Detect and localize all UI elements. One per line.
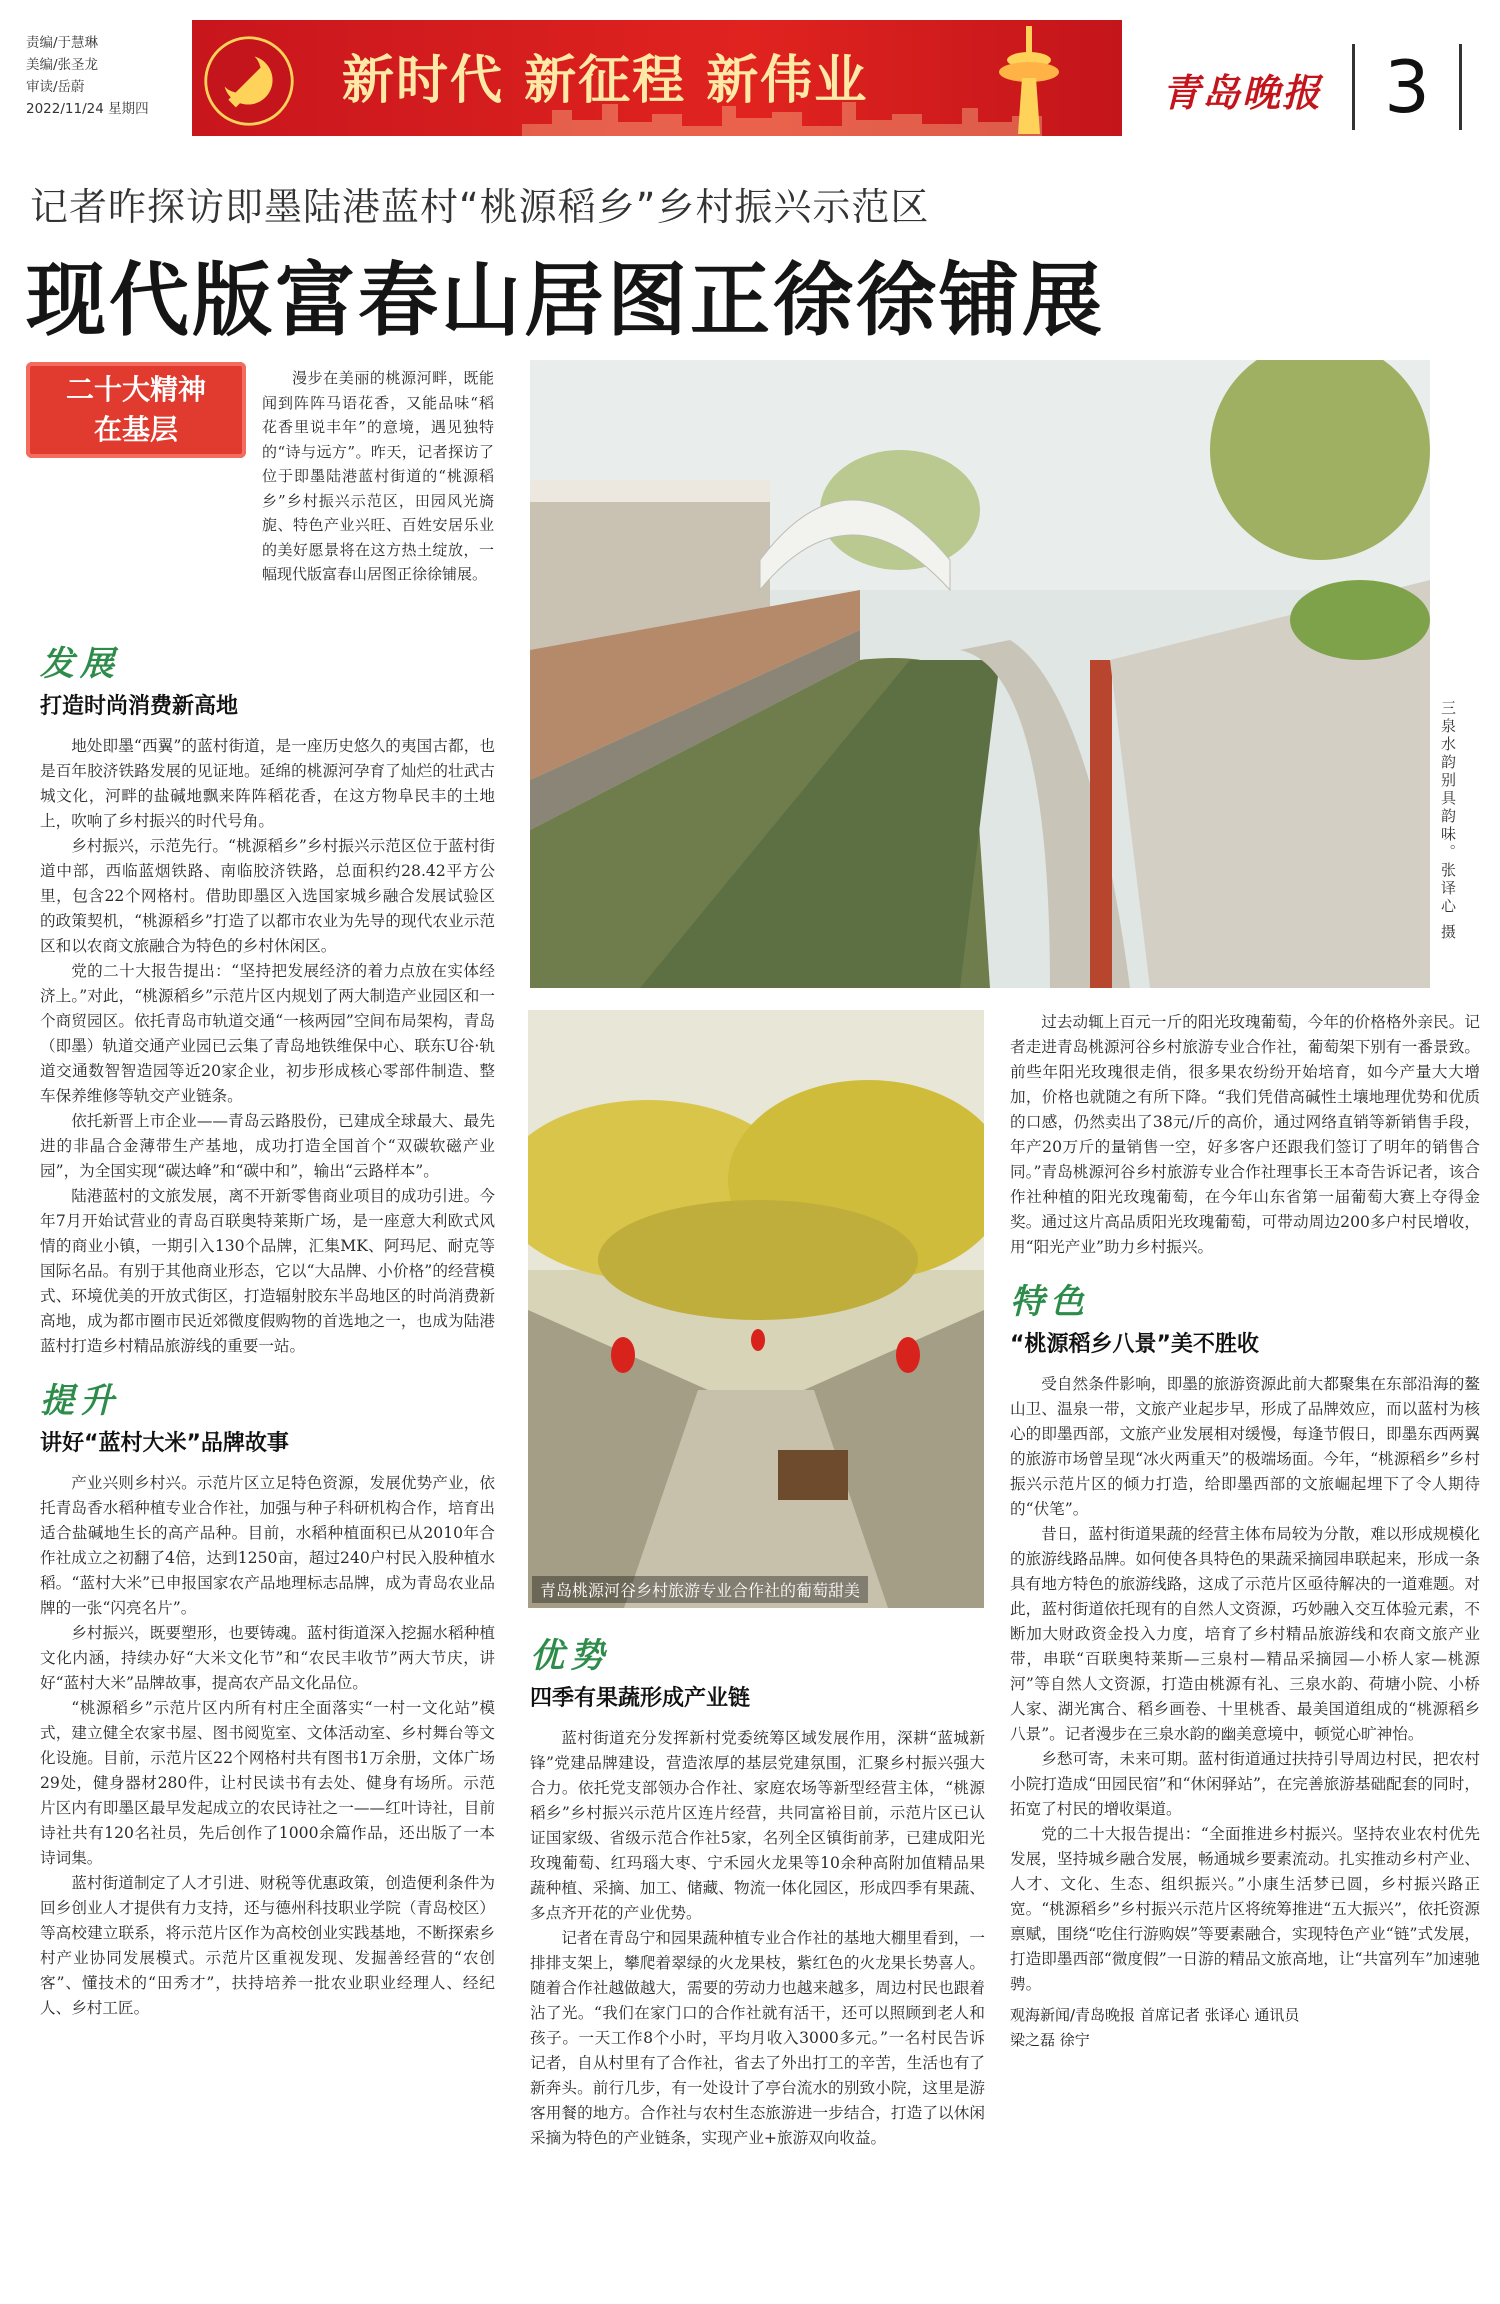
photo2-caption: 青岛桃源河谷乡村旅游专业合作社的葡萄甜美 xyxy=(532,1576,868,1603)
right-column xyxy=(1010,1010,1480,2053)
paragraph: 乡愁可寄，未来可期。蓝村街道通过扶持引导周边村民，把农村小院打造成“田园民宿”和“休闲驿站”，在完善旅游基础配套的同时，拓宽了村民的增收渠道。 xyxy=(1010,1750,1480,1818)
photo-grape-trellis xyxy=(528,1010,984,1608)
article-subtitle: 记者昨探访即墨陆港蓝村“桃源稻乡”乡村振兴示范区 xyxy=(30,185,930,229)
paragraph: 受自然条件影响，即墨的旅游资源此前大都聚集在东部沿海的鳌山卫、温泉一带，文旅产业起步早，形成了品牌效应，而以蓝村为核心的即墨西部，文旅产业发展相对缓慢，每逢节假日，即墨东西两翼的旅游市场曾呈现“冰火两重天”的极端场面。今年，“桃源稻乡”乡村振兴示范片区的倾力打造，给即墨西部的文旅崛起埋下了令人期待的“伏笔”。 xyxy=(1010,1375,1480,1518)
section2-subheading: 讲好“蓝村大米”品牌故事 xyxy=(40,1431,289,1456)
paragraph: 党的二十大报告提出：“坚持把发展经济的着力点放在实体经济上。”对此，“桃源稻乡”示范片区内规划了两大制造产业园区和一个商贸园区。依托青岛市轨道交通“一核两园”空间布局架构，青岛（即墨）轨道交通产业园已云集了青岛地铁维保中心、联东U谷·轨道交通数智智造园等近20家企业，初步形成核心零部件制造、整车保养维修等轨交产业链条。 xyxy=(40,962,495,1105)
middle-column xyxy=(530,1628,985,2151)
page-number: 3 xyxy=(1352,44,1462,130)
paragraph: 产业兴则乡村兴。示范片区立足特色资源，发展优势产业，依托青岛香水稻种植专业合作社，加强与种子科研机构合作，培育出适合盐碱地生长的高产品种。目前，水稻种植面积已从2010年合作社成立之初翻了4倍，达到1250亩，超过240户村民入股种植水稻。“蓝村大米”已申报国家农产品地理标志品牌，成为青岛农业品牌的一张“闪亮名片”。 xyxy=(40,1474,495,1617)
paragraph: 记者在青岛宁和园果蔬种植专业合作社的基地大棚里看到，一排排支架上，攀爬着翠绿的火龙果枝，紫红色的火龙果长势喜人。随着合作社越做越大，需要的劳动力也越来越多，周边村民也跟着沾了光。“我们在家门口的合作社就有活干，还可以照顾到老人和孩子。一天工作8个小时，平均月收入3000多元。”一名村民告诉记者，自从村里有了合作社，省去了外出打工的辛苦，生活也有了新奔头。前行几步，有一处设计了亭台流水的别致小院，这里是游客用餐的地方。合作社与农村生态旅游进一步结合，打造了以休闲采摘为特色的产业链条，实现产业+旅游双向收益。 xyxy=(530,1929,985,2147)
masthead-meta xyxy=(26,32,149,120)
section4-body xyxy=(1010,1372,1480,1997)
byline-line-2: 梁之磊 徐宁 xyxy=(1010,2031,1090,2049)
section1-body xyxy=(40,734,495,1359)
paragraph: 蓝村街道充分发挥新村党委统筹区域发展作用，深耕“蓝城新锋”党建品牌建设，营造浓厚的基层党建氛围，汇聚乡村振兴强大合力。依托党支部领办合作社、家庭农场等新型经营主体，“桃源稻乡”乡村振兴示范片区连片经营，共同富裕目前，示范片区已认证国家级、省级示范合作社5家，名列全区镇街前茅，已建成阳光玫瑰葡萄、红玛瑙大枣、宁禾园火龙果等10余种高附加值精品果蔬种植、采摘、加工、储藏、物流一体化园区，形成四季有果蔬、多点齐开花的产业优势。 xyxy=(530,1729,985,1922)
slogan-banner xyxy=(192,20,1122,136)
section3-heading: 优势 xyxy=(530,1636,610,1676)
paragraph: 地处即墨“西翼”的蓝村街道，是一座历史悠久的夷国古都，也是百年胶济铁路发展的见证地。延绵的桃源河孕育了灿烂的壮武古城文化，河畔的盐碱地飘来阵阵稻花香，在这方物阜民丰的土地上，吹响了乡村振兴的时代号角。 xyxy=(40,737,495,830)
byline xyxy=(1010,2003,1480,2053)
paragraph: 依托新晋上市企业——青岛云路股份，已建成全球最大、最先进的非晶合金薄带生产基地，成功打造全国首个“双碳软磁产业园”，为全国实现“碳达峰”和“碳中和”，输出“云路样本”。 xyxy=(40,1112,495,1180)
paragraph: “桃源稻乡”示范片区内所有村庄全面落实“一村一文化站”模式，建立健全农家书屋、图书阅览室、文体活动室、乡村舞台等文化设施。目前，示范片区22个网格村共有图书1万余册，文体广场29处，健身器材280件，让村民读书有去处、健身有场所。示范片区内有即墨区最早发起成立的农民诗社之一——红叶诗社，目前诗社共有120名社员，先后创作了1000余篇作品，还出版了一本诗词集。 xyxy=(40,1699,495,1867)
party-emblem-icon xyxy=(202,34,296,128)
badge-line-1: 二十大精神 xyxy=(65,373,206,406)
section1-subheading: 打造时尚消费新高地 xyxy=(40,694,239,719)
section2-body xyxy=(40,1471,495,2021)
photo-canal-bridge xyxy=(530,360,1430,988)
lead-text: 漫步在美丽的桃源河畔，既能闻到阵阵马语花香，又能品味“稻花香里说丰年”的意境，遇见独特的“诗与远方”。昨天，记者探访了位于即墨陆港蓝村街道的“桃源稻乡”乡村振兴示范区，田园风光旖旎、特色产业兴旺、百姓安居乐业的美好愿景将在这方热土绽放，一幅现代版富春山居图正徐徐铺展。 xyxy=(262,369,494,583)
badge-line-2: 在基层 xyxy=(93,413,178,446)
section3-subheading: 四季有果蔬形成产业链 xyxy=(530,1686,751,1711)
paragraph: 昔日，蓝村街道果蔬的经营主体布局较为分散，难以形成规模化的旅游线路品牌。如何使各具特色的果蔬采摘园串联起来，形成一条具有地方特色的旅游线路，这成了示范片区亟待解决的一道难题。对此，蓝村街道依托现有的自然人文资源，巧妙融入交互体验元素，不断加大财政资金投入力度，培育了乡村精品旅游线和农商文旅产业带，串联“百联奥特莱斯—三泉村—精品采摘园—小桥人家—桃源河”等自然人文资源，打造由桃源有礼、三泉水韵、荷塘小院、小桥人家、湖光寓合、稻乡画卷、十里桃香、最美国道组成的“桃源稻乡八景”。记者漫步在三泉水韵的幽美意境中，顿觉心旷神怡。 xyxy=(1010,1525,1480,1743)
lead-paragraph xyxy=(262,366,494,587)
designer-credit: 美编/张圣龙 xyxy=(26,57,99,73)
byline-line-1: 观海新闻/青岛晚报 首席记者 张译心 通讯员 xyxy=(1010,2006,1300,2024)
paragraph: 过去动辄上百元一斤的阳光玫瑰葡萄，今年的价格格外亲民。记者走进青岛桃源河谷乡村旅游专业合作社，葡萄架下别有一番景致。前些年阳光玫瑰很走俏，很多果农纷纷开始培育，如今产量大大增加，价格也就随之有所下降。“我们凭借高碱性土壤地理优势和优质的口感，仍然卖出了38元/斤的高价，通过网络直销等新销售手段，年产20万斤的量销售一空，好多客户还跟我们签订了明年的销售合同。”青岛桃源河谷乡村旅游专业合作社理事长王本奇告诉记者，该合作社种植的阳光玫瑰葡萄，在今年山东省第一届葡萄大赛上夺得金奖。通过这片高品质阳光玫瑰葡萄，可带动周边200多户村民增收，用“阳光产业”助力乡村振兴。 xyxy=(1010,1013,1480,1256)
section4-heading: 特色 xyxy=(1010,1282,1090,1322)
section2-heading: 提升 xyxy=(40,1381,120,1421)
section3-continued xyxy=(1010,1010,1480,1260)
paragraph: 乡村振兴，既要塑形，也要铸魂。蓝村街道深入挖掘水稻种植文化内涵，持续办好“大米文化节”和“农民丰收节”两大节庆，讲好“蓝村大米”品牌故事，提高农产品文化品位。 xyxy=(40,1624,495,1692)
reviewer-credit: 审读/岳蔚 xyxy=(26,79,85,95)
paragraph: 蓝村街道制定了人才引进、财税等优惠政策，创造便利条件为回乡创业人才提供有力支持，还与德州科技职业学院（青岛校区）等高校建立联系，将示范片区作为高校创业实践基地，不断探索乡村产业协同发展模式。示范片区重视发现、发掘善经营的“农创客”、懂技术的“田秀才”，扶持培养一批农业职业经理人、经纪人、乡村工匠。 xyxy=(40,1874,495,2017)
paper-logo: 青岛晚报 xyxy=(1162,70,1323,115)
article-headline: 现代版富春山居图正徐徐铺展 xyxy=(26,254,1105,347)
photo1-caption: 三泉水韵别具韵味。张译心 摄 xyxy=(1439,700,1457,942)
column-badge xyxy=(26,362,246,458)
canal-bridge-photo-icon xyxy=(530,360,1430,988)
editor-credit: 责编/于慧琳 xyxy=(26,35,99,51)
paragraph: 乡村振兴，示范先行。“桃源稻乡”乡村振兴示范区位于蓝村街道中部，西临蓝烟铁路、南临胶济铁路，总面积约28.42平方公里，包含22个网格村。借助即墨区入选国家城乡融合发展试验区的政策契机，“桃源稻乡”打造了以都市农业为先导的现代农业示范区和以农商文旅融合为特色的乡村休闲区。 xyxy=(40,837,495,955)
section4-subheading: “桃源稻乡八景”美不胜收 xyxy=(1010,1332,1259,1357)
paragraph: 党的二十大报告提出：“全面推进乡村振兴。坚持农业农村优先发展，坚持城乡融合发展，畅通城乡要素流动。扎实推动乡村产业、人才、文化、生态、组织振兴。”小康生活梦已圆，乡村振兴路正宽。“桃源稻乡”乡村振兴示范片区将统筹推进“五大振兴”，依托资源禀赋，围绕“吃住行游购娱”等要素融合，实现特色产业“链”式发展，打造即墨西部“微度假”一日游的精品文旅高地，让“共富列车”加速驰骋。 xyxy=(1010,1825,1480,1993)
grape-trellis-photo-icon xyxy=(528,1010,984,1608)
section3-body xyxy=(530,1726,985,2151)
banner-slogan: 新时代 新征程 新伟业 xyxy=(342,51,869,111)
tv-tower-icon xyxy=(984,26,1074,134)
section1-heading: 发展 xyxy=(40,644,120,684)
paragraph: 陆港蓝村的文旅发展，离不开新零售商业项目的成功引进。今年7月开始试营业的青岛百联奥特莱斯广场，是一座意大利欧式风情的商业小镇，一期引入130个品牌，汇集MK、阿玛尼、耐克等国际名品。有别于其他商业形态，它以“大品牌、小价格”的经营模式、环境优美的开放式街区，打造辐射胶东半岛地区的时尚消费新高地，成为都市圈市民近郊微度假购物的首选地之一，也成为陆港蓝村打造乡村精品旅游线的重要一站。 xyxy=(40,1187,495,1355)
left-column xyxy=(40,636,495,2021)
issue-date: 2022/11/24 星期四 xyxy=(26,101,149,117)
